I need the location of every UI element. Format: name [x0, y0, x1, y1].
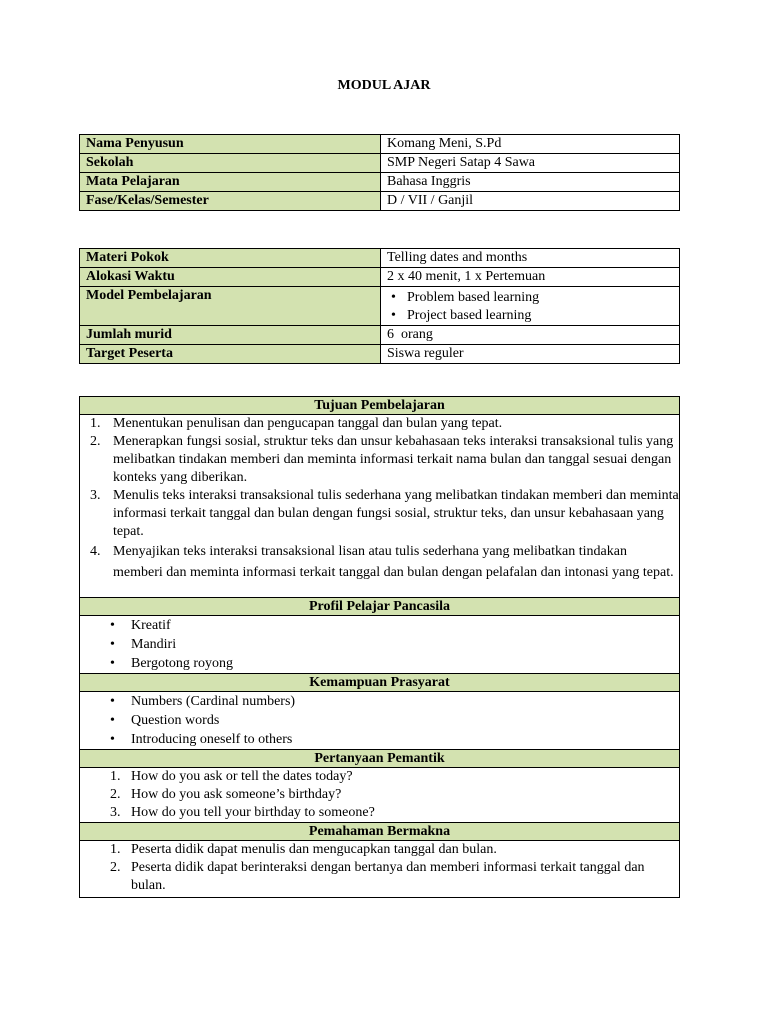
heading-pertanyaan-pemantik: Pertanyaan Pemantik: [80, 750, 679, 768]
heading-kemampuan-prasyarat: Kemampuan Prasyarat: [80, 674, 679, 692]
list-item: • Introducing oneself to others: [80, 730, 679, 749]
table-row: [80, 249, 680, 268]
value-mata-pelajaran: Bahasa Inggris: [381, 173, 680, 192]
section-profil-pelajar-pancasila: [80, 616, 679, 674]
list-item: 1. Peserta didik dapat menulis dan mengucapkan tanggal dan bulan.: [110, 842, 497, 857]
list-item: • Question words: [80, 711, 679, 730]
value-materi-pokok: Telling dates and months: [381, 249, 680, 268]
list-item: 3. Menulis teks interaksi transaksional tulis sederhana yang melibatkan tindakan memberi dan meminta informasi terkait tanggal dan bulan dengan fungsi sosial, struktur teks, dan unsur kebahasaan yang tepat.: [90, 488, 679, 539]
table-row: [80, 135, 680, 154]
list-item: • Kreatif: [80, 616, 679, 635]
value-target-peserta: Siswa reguler: [381, 345, 680, 364]
model-list: [387, 289, 673, 325]
info-table: [79, 248, 680, 364]
table-row: [80, 173, 680, 192]
tujuan-list: [80, 415, 679, 583]
identity-table: [79, 134, 680, 211]
table-row: [80, 154, 680, 173]
list-item: 2. How do you ask someone’s birthday?: [110, 787, 342, 802]
list-item: 2. Peserta didik dapat berinteraksi dengan bertanya dan memberi informasi terkait tanggal dan bulan.: [110, 860, 645, 893]
table-row: [80, 345, 680, 364]
table-row: [80, 192, 680, 211]
table-row: [80, 268, 680, 287]
label-jumlah-murid: Jumlah murid: [80, 326, 381, 345]
list-item: 3. How do you tell your birthday to someone?: [110, 805, 375, 820]
list-item: • Mandiri: [80, 635, 679, 654]
list-item: • Problem based learning: [407, 289, 673, 307]
pemantik-list: [80, 768, 679, 822]
label-mata-pelajaran: Mata Pelajaran: [80, 173, 381, 192]
label-sekolah: Sekolah: [80, 154, 381, 173]
prasyarat-list: [80, 692, 679, 749]
label-alokasi-waktu: Alokasi Waktu: [80, 268, 381, 287]
profil-list: [80, 616, 679, 673]
list-item: 4. Menyajikan teks interaksi transaksional lisan atau tulis sederhana yang melibatkan tindakan memberi dan meminta informasi terkait tanggal dan bulan dengan pelafalan dan intonasi yang tepat.: [90, 544, 674, 580]
list-item: 1. How do you ask or tell the dates today?: [110, 769, 353, 784]
label-target-peserta: Target Peserta: [80, 345, 381, 364]
label-fase-kelas-semester: Fase/Kelas/Semester: [80, 192, 381, 211]
pemahaman-list: [80, 841, 679, 895]
value-fase-kelas-semester: D / VII / Ganjil: [381, 192, 680, 211]
value-alokasi-waktu: 2 x 40 menit, 1 x Pertemuan: [381, 268, 680, 287]
sections-table: [79, 396, 680, 898]
label-nama-penyusun: Nama Penyusun: [80, 135, 381, 154]
label-materi-pokok: Materi Pokok: [80, 249, 381, 268]
table-row: [80, 326, 680, 345]
heading-pemahaman-bermakna: Pemahaman Bermakna: [80, 823, 679, 841]
list-item: • Bergotong royong: [80, 654, 679, 673]
value-model-pembelajaran: [381, 287, 680, 326]
heading-profil-pelajar-pancasila: Profil Pelajar Pancasila: [80, 598, 679, 616]
label-model-pembelajaran: Model Pembelajaran: [80, 287, 381, 326]
section-pertanyaan-pemantik: [80, 768, 679, 823]
section-pemahaman-bermakna: [80, 841, 679, 897]
document-title: MODUL AJAR: [337, 78, 431, 93]
heading-tujuan-pembelajaran: Tujuan Pembelajaran: [80, 397, 679, 415]
value-nama-penyusun: Komang Meni, S.Pd: [381, 135, 680, 154]
section-kemampuan-prasyarat: [80, 692, 679, 750]
section-tujuan-pembelajaran: [80, 415, 679, 598]
value-jumlah-murid: 6 orang: [381, 326, 680, 345]
list-item: 1. Menentukan penulisan dan pengucapan tanggal dan bulan yang tepat.: [90, 416, 503, 431]
table-row: [80, 287, 680, 326]
value-sekolah: SMP Negeri Satap 4 Sawa: [381, 154, 680, 173]
list-item: • Numbers (Cardinal numbers): [80, 692, 679, 711]
list-item: • Project based learning: [407, 307, 673, 325]
list-item: 2. Menerapkan fungsi sosial, struktur teks dan unsur kebahasaan teks interaksi transaksional tulis yang melibatkan tindakan memberi dan meminta informasi terkait nama bulan dan tanggal sesuai dengan konteks yang diberikan.: [90, 434, 674, 485]
